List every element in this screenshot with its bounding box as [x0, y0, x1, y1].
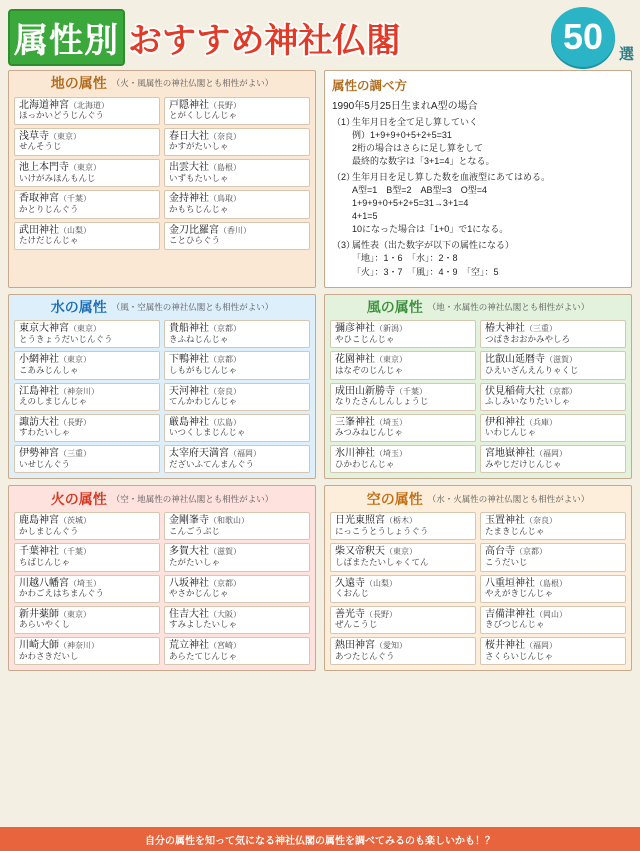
info-subheading: 1990年5月25日生まれA型の場合: [332, 101, 478, 112]
shrine-name: 下鴨神社（京都）: [169, 354, 241, 366]
list-item[interactable]: [330, 512, 476, 540]
shrine-prefecture: （東京）: [69, 324, 101, 334]
footer-note: 自分の属性を知って気になる神社仏閣の属性を調べてみるのも楽しいかも！？: [0, 827, 640, 851]
shrine-name: 八重垣神社（島根）: [485, 577, 567, 589]
info-step-line: 例）1+9+9+0+5+2+5=31: [352, 130, 452, 141]
shrine-name: 出雲大社（島根）: [169, 162, 241, 174]
list-item[interactable]: [480, 512, 626, 540]
shrine-name: 伊勢神宮（三重）: [19, 448, 91, 460]
shrine-name: 八坂神社（京都）: [169, 577, 241, 589]
list-item[interactable]: [480, 637, 626, 665]
shrine-name: 金持神社（鳥取）: [169, 193, 241, 205]
info-step: [332, 116, 624, 168]
list-item[interactable]: [164, 512, 310, 540]
shrine-kana: ふしみいなりたいしゃ: [485, 396, 571, 407]
shrine-prefecture: （愛知）: [375, 641, 407, 651]
shrine-kana: ほっかいどうじんぐう: [19, 110, 105, 121]
list-item[interactable]: [14, 575, 160, 603]
shrine-name: 高台寺（京都）: [485, 546, 547, 558]
shrine-kana: ひえいざんえんりゃくじ: [485, 364, 579, 375]
panel-title: 空の属性: [366, 490, 423, 507]
list-item[interactable]: [14, 383, 160, 411]
list-item[interactable]: [480, 543, 626, 571]
list-item[interactable]: [330, 575, 476, 603]
shrine-kana: かすがたいしゃ: [169, 141, 229, 152]
shrine-prefecture: （島根）: [535, 578, 567, 588]
shrine-prefecture: （福岡）: [229, 449, 261, 459]
shrine-prefecture: （山梨）: [59, 225, 91, 235]
info-step-index: （1）: [332, 117, 356, 127]
shrine-name: 三峯神社（埼玉）: [335, 416, 407, 428]
shrine-kana: せんそうじ: [19, 141, 62, 152]
list-item[interactable]: [330, 606, 476, 634]
shrine-kana: かしまじんぐう: [19, 525, 79, 536]
shrine-prefecture: （大阪）: [209, 609, 241, 619]
shrine-kana: さくらいじんじゃ: [485, 650, 554, 661]
panel-title: 風の属性: [366, 298, 423, 315]
shrine-kana: いずもたいしゃ: [169, 172, 229, 183]
shrine-kana: あらたてじんじゃ: [169, 650, 238, 661]
list-item[interactable]: [14, 128, 160, 156]
panel-compatibility-note: （水・火属性の神社仏閣とも相性がよい）: [427, 493, 590, 504]
panel-header: [330, 490, 626, 508]
shrine-name: 川越八幡宮（埼玉）: [19, 577, 101, 589]
list-item[interactable]: [480, 445, 626, 473]
list-item[interactable]: [164, 190, 310, 218]
shrine-prefecture: （千葉）: [59, 547, 91, 557]
shrine-prefecture: （新潟）: [375, 324, 407, 334]
shrine-prefecture: （山梨）: [365, 578, 397, 588]
list-item[interactable]: [330, 543, 476, 571]
list-item[interactable]: [164, 97, 310, 125]
shrine-prefecture: （三重）: [59, 449, 91, 459]
shrine-name: 比叡山延暦寺（滋賀）: [485, 354, 577, 366]
shrine-name: 戸隠神社（長野）: [169, 99, 241, 111]
shrine-prefecture: （長野）: [209, 100, 241, 110]
info-step-line: 4+1=5: [352, 211, 378, 222]
shrine-name: 荒立神社（宮崎）: [169, 640, 241, 652]
list-item[interactable]: [164, 637, 310, 665]
shrine-prefecture: （福岡）: [525, 641, 557, 651]
shrine-prefecture: （兵庫）: [525, 417, 557, 427]
panel-sora: [324, 485, 632, 671]
shrine-kana: やえがきじんじゃ: [485, 588, 554, 599]
shrine-prefecture: （和歌山）: [209, 516, 249, 526]
info-step: [332, 239, 624, 278]
info-step-line: 1+9+9+0+5+2+5=31→3+1=4: [352, 198, 469, 209]
shrine-list: [14, 512, 310, 665]
shrine-kana: とがくしじんじゃ: [169, 110, 238, 121]
list-item[interactable]: [330, 383, 476, 411]
shrine-prefecture: （神奈川）: [59, 641, 99, 651]
list-item[interactable]: [164, 351, 310, 379]
shrine-kana: だざいふてんまんぐう: [169, 458, 255, 469]
info-step-line: 生年月日を全て足し算していく: [352, 117, 479, 127]
shrine-list: [330, 512, 626, 665]
panel-header: [330, 299, 626, 317]
list-item[interactable]: [480, 383, 626, 411]
info-step-line: 10になった場合は「1+0」で1になる。: [352, 224, 509, 235]
page-header: [0, 0, 640, 70]
shrine-name: 小網神社（東京）: [19, 354, 91, 366]
shrine-prefecture: （東京）: [59, 609, 91, 619]
info-step-line: 生年月日を足し算した数を血液型にあてはめる。: [352, 172, 551, 183]
panel-compatibility-note: （風・空属性の神社仏閣とも相性がよい）: [111, 301, 274, 312]
shrine-kana: かわさきだいし: [19, 650, 79, 661]
shrine-kana: きびつじんじゃ: [485, 619, 545, 630]
list-item[interactable]: [14, 320, 160, 348]
shrine-name: 柴又帝釈天（東京）: [335, 546, 417, 558]
shrine-name: 北海道神宮（北海道）: [19, 99, 109, 111]
shrine-name: 久遠寺（山梨）: [335, 577, 397, 589]
panel-header: [14, 490, 310, 508]
shrine-kana: えのしまじんじゃ: [19, 396, 88, 407]
shrine-kana: しばまたたいしゃくてん: [335, 556, 429, 567]
panel-chi: [8, 70, 316, 288]
shrine-name: 鹿島神宮（茨城）: [19, 515, 91, 527]
info-step-line: 最終的な数字は「3+1=4」となる。: [352, 156, 495, 167]
shrine-prefecture: （奈良）: [525, 516, 557, 526]
shrine-list: [14, 320, 310, 473]
shrine-name: 浅草寺（東京）: [19, 130, 81, 142]
shrine-prefecture: （埼玉）: [69, 578, 101, 588]
shrine-prefecture: （島根）: [209, 163, 241, 173]
info-step-index: （2）: [332, 172, 356, 183]
list-item[interactable]: [164, 159, 310, 187]
shrine-kana: いけがみほんもんじ: [19, 172, 96, 183]
shrine-kana: くおんじ: [335, 588, 370, 599]
shrine-name: 貴船神社（京都）: [169, 323, 241, 335]
panel-compatibility-note: （空・地属性の神社仏閣とも相性がよい）: [111, 493, 274, 504]
panel-header: [14, 299, 310, 317]
info-step: [332, 171, 624, 236]
shrine-name: 東京大神宮（東京）: [19, 323, 101, 335]
list-item[interactable]: [330, 320, 476, 348]
badge-suffix: 選: [618, 46, 634, 63]
list-item[interactable]: [480, 320, 626, 348]
shrine-name: 成田山新勝寺（千葉）: [335, 385, 427, 397]
shrine-name: 川崎大師（神奈川）: [19, 640, 99, 652]
shrine-prefecture: （京都）: [209, 324, 241, 334]
shrine-prefecture: （京都）: [209, 355, 241, 365]
how-to-check-panel: [324, 70, 632, 288]
shrine-prefecture: （岡山）: [535, 609, 567, 619]
shrine-prefecture: （東京）: [385, 547, 417, 557]
panel-compatibility-note: （火・風属性の神社仏閣とも相性がよい）: [111, 78, 274, 89]
shrine-name: 新井薬師（東京）: [19, 608, 91, 620]
shrine-name: 春日大社（奈良）: [169, 130, 241, 142]
shrine-name: 天河神社（奈良）: [169, 385, 241, 397]
shrine-name: 吉備津神社（岡山）: [485, 608, 567, 620]
list-item[interactable]: [480, 606, 626, 634]
shrine-kana: こあみじんしゃ: [19, 364, 79, 375]
list-item[interactable]: [14, 222, 160, 250]
shrine-kana: はなぞのじんじゃ: [335, 364, 404, 375]
shrine-name: 江島神社（神奈川）: [19, 385, 99, 397]
shrine-prefecture: （三重）: [525, 324, 557, 334]
info-step-line: A型=1 B型=2 AB型=3 O型=4: [352, 185, 488, 196]
list-item[interactable]: [164, 222, 310, 250]
shrine-name: 厳島神社（広島）: [169, 416, 241, 428]
shrine-kana: みつみねじんじゃ: [335, 427, 403, 438]
list-item[interactable]: [14, 543, 160, 571]
shrine-kana: こんごうぶじ: [169, 525, 221, 536]
shrine-name: 桜井神社（福岡）: [485, 640, 557, 652]
shrine-kana: いわじんじゃ: [485, 427, 537, 438]
shrine-prefecture: （京都）: [209, 578, 241, 588]
list-item[interactable]: [480, 414, 626, 442]
shrine-kana: なりたさんしんしょうじ: [335, 396, 429, 407]
shrine-name: 伏見稲荷大社（京都）: [485, 385, 577, 397]
shrine-name: 千葉神社（千葉）: [19, 546, 91, 558]
shrine-kana: つばきおおかみやしろ: [485, 333, 571, 344]
list-item[interactable]: [14, 159, 160, 187]
shrine-name: 伊和神社（兵庫）: [485, 416, 557, 428]
shrine-prefecture: （神奈川）: [59, 386, 99, 396]
info-step-index: （3）: [332, 240, 356, 251]
shrine-name: 金剛峯寺（和歌山）: [169, 515, 249, 527]
shrine-name: 彌彦神社（新潟）: [335, 323, 407, 335]
list-item[interactable]: [14, 414, 160, 442]
shrine-name: 氷川神社（埼玉）: [335, 448, 407, 460]
shrine-prefecture: （奈良）: [209, 131, 241, 141]
info-steps: [332, 116, 624, 279]
panel-compatibility-note: （地・水属性の神社仏閣とも相性がよい）: [427, 301, 590, 312]
shrine-prefecture: （福岡）: [535, 449, 567, 459]
shrine-kana: あらいやくし: [19, 619, 71, 630]
shrine-name: 椿大神社（三重）: [485, 323, 557, 335]
list-item[interactable]: [14, 190, 160, 218]
shrine-name: 金刀比羅宮（香川）: [169, 224, 251, 236]
shrine-prefecture: （広島）: [209, 417, 241, 427]
shrine-prefecture: （滋賀）: [209, 547, 241, 557]
shrine-kana: しもがもじんじゃ: [169, 364, 238, 375]
shrine-kana: やひこじんじゃ: [335, 333, 395, 344]
shrine-prefecture: （鳥取）: [209, 194, 241, 204]
shrine-kana: たけだじんじゃ: [19, 235, 79, 246]
panel-mizu: [8, 294, 316, 480]
list-item[interactable]: [14, 97, 160, 125]
list-item[interactable]: [14, 637, 160, 665]
list-item[interactable]: [164, 320, 310, 348]
shrine-list: [14, 97, 310, 250]
info-step-line: 「火」：3・7 「風」：4・9 「空」：5: [352, 266, 499, 277]
panel-hi: [8, 485, 316, 671]
shrine-kana: やさかじんじゃ: [169, 588, 229, 599]
shrine-prefecture: （埼玉）: [375, 417, 407, 427]
shrine-kana: とうきょうだいじんぐう: [19, 333, 113, 344]
page-title: [8, 9, 551, 66]
shrine-prefecture: （奈良）: [209, 386, 241, 396]
shrine-kana: ことひらぐう: [169, 235, 221, 246]
shrine-prefecture: （京都）: [545, 386, 577, 396]
list-item[interactable]: [480, 351, 626, 379]
shrine-kana: いせじんぐう: [19, 458, 71, 469]
list-item[interactable]: [164, 543, 310, 571]
info-step-line: 2桁の場合はさらに足し算をして: [352, 143, 484, 154]
shrine-name: 香取神宮（千葉）: [19, 193, 91, 205]
shrine-kana: かとりじんぐう: [19, 203, 79, 214]
count-badge: [551, 7, 634, 67]
list-item[interactable]: [164, 575, 310, 603]
shrine-list: [330, 320, 626, 473]
shrine-prefecture: （東京）: [375, 355, 407, 365]
shrine-prefecture: （京都）: [515, 547, 547, 557]
shrine-prefecture: （北海道）: [69, 100, 109, 110]
shrine-kana: かわごえはちまんぐう: [19, 588, 105, 599]
shrine-kana: たがたいしゃ: [169, 556, 221, 567]
shrine-kana: すわたいしゃ: [19, 427, 71, 438]
shrine-prefecture: （東京）: [59, 355, 91, 365]
panel-title: 水の属性: [50, 298, 107, 315]
shrine-prefecture: （香川）: [219, 225, 251, 235]
shrine-name: 宮地嶽神社（福岡）: [485, 448, 567, 460]
shrine-prefecture: （埼玉）: [375, 449, 407, 459]
list-item[interactable]: [330, 445, 476, 473]
shrine-kana: きふねじんじゃ: [169, 333, 229, 344]
shrine-kana: あつたじんぐう: [335, 650, 395, 661]
shrine-kana: にっこうとうしょうぐう: [335, 525, 429, 536]
shrine-kana: こうだいじ: [485, 556, 528, 567]
list-item[interactable]: [14, 445, 160, 473]
shrine-prefecture: （宮崎）: [209, 641, 241, 651]
shrine-name: 熱田神宮（愛知）: [335, 640, 407, 652]
badge-number: 50: [551, 7, 615, 67]
title-main-label: おすすめ神社仏閣: [128, 21, 401, 60]
info-step-line: 「地」：1・6 「水」：2・8: [352, 253, 458, 264]
shrine-kana: ちばじんじゃ: [19, 556, 71, 567]
list-item[interactable]: [164, 128, 310, 156]
shrine-prefecture: （長野）: [59, 417, 91, 427]
panel-header: [14, 75, 310, 93]
shrine-prefecture: （栃木）: [385, 516, 417, 526]
shrine-name: 日光東照宮（栃木）: [335, 515, 417, 527]
shrine-prefecture: （東京）: [49, 131, 81, 141]
list-item[interactable]: [14, 606, 160, 634]
list-item[interactable]: [480, 575, 626, 603]
list-item[interactable]: [164, 383, 310, 411]
list-item[interactable]: [164, 606, 310, 634]
shrine-prefecture: （茨城）: [59, 516, 91, 526]
shrine-kana: かもちじんじゃ: [169, 203, 229, 214]
shrine-kana: みやじだけじんじゃ: [485, 458, 562, 469]
shrine-prefecture: （長野）: [365, 609, 397, 619]
shrine-prefecture: （滋賀）: [545, 355, 577, 365]
shrine-prefecture: （千葉）: [59, 194, 91, 204]
list-item[interactable]: [14, 512, 160, 540]
list-item[interactable]: [164, 414, 310, 442]
shrine-name: 花園神社（東京）: [335, 354, 407, 366]
shrine-kana: いつくしまじんじゃ: [169, 427, 246, 438]
shrine-name: 池上本門寺（東京）: [19, 162, 101, 174]
title-attribute-label: 属性別: [8, 9, 125, 66]
shrine-kana: ぜんこうじ: [335, 619, 378, 630]
info-step-line: 属性表（出た数字が以下の属性になる）: [352, 240, 515, 251]
shrine-name: 諏訪大社（長野）: [19, 416, 91, 428]
list-item[interactable]: [164, 445, 310, 473]
shrine-kana: すみよしたいしゃ: [169, 619, 238, 630]
shrine-name: 太宰府天満宮（福岡）: [169, 448, 261, 460]
content-grid: [0, 70, 640, 671]
shrine-name: 武田神社（山梨）: [19, 224, 91, 236]
list-item[interactable]: [14, 351, 160, 379]
panel-title: 火の属性: [50, 490, 107, 507]
shrine-prefecture: （千葉）: [395, 386, 427, 396]
shrine-kana: ひかわじんじゃ: [335, 458, 395, 469]
panel-title: 地の属性: [50, 75, 107, 92]
info-heading: 属性の調べ方: [332, 79, 408, 93]
shrine-kana: たまきじんじゃ: [485, 525, 545, 536]
list-item[interactable]: [330, 414, 476, 442]
shrine-name: 多賀大社（滋賀）: [169, 546, 241, 558]
panel-kaze: [324, 294, 632, 480]
shrine-kana: てんかわじんじゃ: [169, 396, 238, 407]
shrine-prefecture: （東京）: [69, 163, 101, 173]
shrine-name: 善光寺（長野）: [335, 608, 397, 620]
shrine-name: 住吉大社（大阪）: [169, 608, 241, 620]
shrine-name: 玉置神社（奈良）: [485, 515, 557, 527]
list-item[interactable]: [330, 351, 476, 379]
list-item[interactable]: [330, 637, 476, 665]
